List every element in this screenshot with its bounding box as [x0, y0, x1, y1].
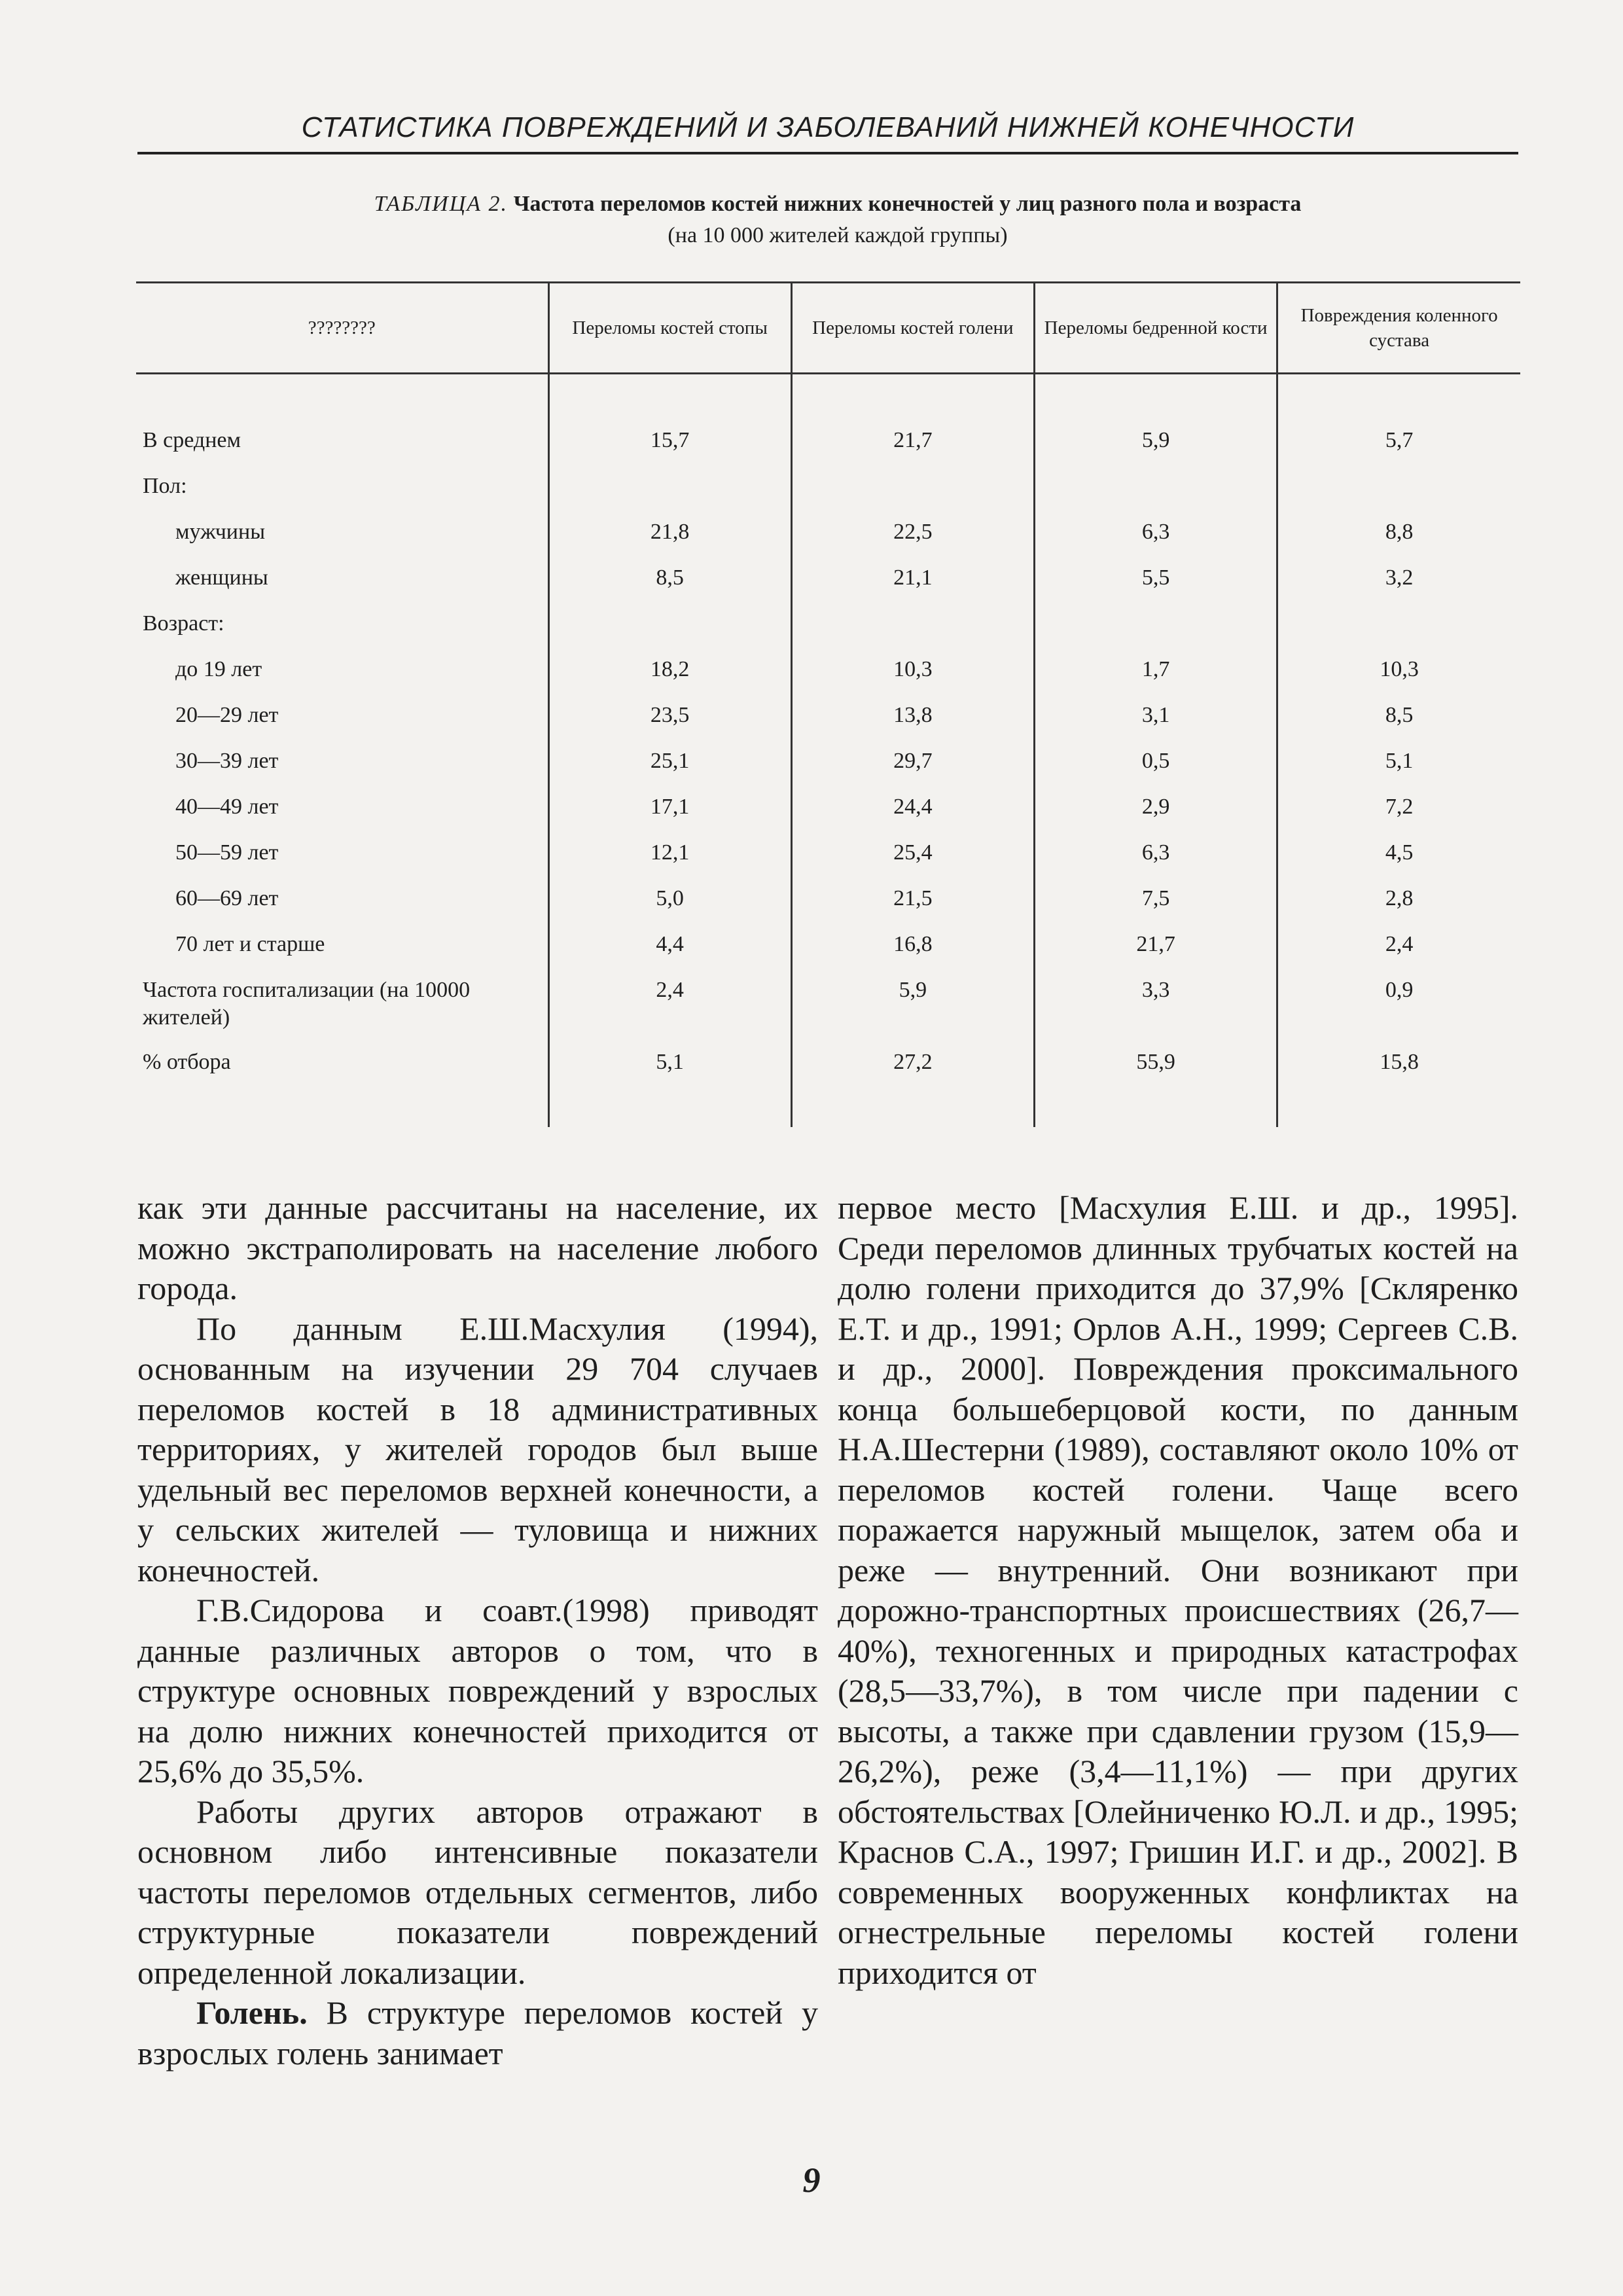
table-cell: 17,1	[548, 793, 791, 839]
table-cell: 3,2	[1277, 564, 1520, 610]
table-header-cell: Повреждения коленного сустава	[1277, 283, 1520, 374]
table-cell: 10,3	[791, 656, 1034, 702]
table-cell: 22,5	[791, 518, 1034, 564]
left-paragraph: Г.В.Сидорова и соавт.(1998) приводят данные различных авторов о том, что в структуре основных повреждений у взрослых на долю нижних конечностей приходится от 25,6% до 35,5%.	[137, 1592, 818, 1789]
left-paragraph: Работы других авторов отражают в основном либо интенсивные показатели частоты переломов отдельных сегментов, либо структурные показатели повреждений определенной локализации.	[137, 1793, 818, 1991]
row-label: % отбора	[143, 1050, 231, 1074]
table-cell: 5,7	[1277, 427, 1520, 473]
table-cell	[548, 610, 791, 656]
row-label: 70 лет и старше	[175, 932, 325, 956]
table-row	[136, 977, 1520, 1049]
table-cell: 2,8	[1277, 885, 1520, 931]
table-cell: 21,1	[791, 564, 1034, 610]
left-paragraph	[137, 1993, 818, 2073]
table-cell: 5,1	[1277, 747, 1520, 793]
table-cell	[1277, 610, 1520, 656]
running-header: СТАТИСТИКА ПОВРЕЖДЕНИЙ И ЗАБОЛЕВАНИЙ НИЖНЕЙ КОНЕЧНОСТИ	[301, 111, 1355, 143]
table-row	[136, 427, 1520, 473]
run-in-heading: Голень.	[196, 1994, 308, 2031]
table-cell	[1035, 473, 1277, 518]
table-row	[136, 564, 1520, 610]
row-label: женщины	[175, 565, 268, 590]
table-header-cell: Переломы бедренной кости	[1035, 283, 1277, 374]
row-label: 60—69 лет	[175, 886, 279, 910]
left-text-column	[137, 1188, 818, 2073]
table-cell: 3,1	[1035, 702, 1277, 747]
row-label: Частота госпитализации (на 10000 жителей)	[143, 978, 471, 1030]
row-label: до 19 лет	[175, 657, 262, 681]
page-number: 9	[802, 2161, 821, 2200]
table-row	[136, 839, 1520, 885]
table-cell	[1035, 610, 1277, 656]
table-cell: 5,9	[791, 977, 1034, 1049]
table-cell: 0,5	[1035, 747, 1277, 793]
table-header-cell: Переломы костей стопы	[548, 283, 791, 374]
table-cell: 27,2	[791, 1049, 1034, 1127]
table-cell	[791, 473, 1034, 518]
table-header-cell: Переломы костей голени	[791, 283, 1034, 374]
table-row	[136, 473, 1520, 518]
table-row	[136, 793, 1520, 839]
table-cell: 21,7	[791, 427, 1034, 473]
left-paragraph: По данным Е.Ш.Масхулия (1994), основанным на изучении 29 704 случаев переломов костей в 18 административных территориях, у жителей городов был выше удельный вес переломов верхней конечности, а у сельских жителей — туловища и нижних конечностей.	[137, 1310, 818, 1588]
table-cell: 21,7	[1035, 931, 1277, 977]
table-cell: 0,9	[1277, 977, 1520, 1049]
table-cell: 7,5	[1035, 885, 1277, 931]
table-caption-label: ТАБЛИЦА 2.	[374, 192, 508, 216]
table-row	[136, 885, 1520, 931]
row-label: Возраст:	[143, 611, 224, 636]
table-row	[136, 747, 1520, 793]
table-cell: 4,4	[548, 931, 791, 977]
table-cell: 6,3	[1035, 518, 1277, 564]
table-cell: 15,7	[548, 427, 791, 473]
table-caption-note: (на 10 000 жителей каждой группы)	[668, 223, 1008, 247]
table-cell: 2,4	[548, 977, 791, 1049]
row-label: 40—49 лет	[175, 795, 279, 819]
row-label: Пол:	[143, 474, 187, 498]
table-body	[136, 374, 1520, 1128]
table-cell: 16,8	[791, 931, 1034, 977]
table-cell: 15,8	[1277, 1049, 1520, 1127]
right-text-column	[838, 1188, 1518, 1993]
table-cell: 55,9	[1035, 1049, 1277, 1127]
table-cell: 2,9	[1035, 793, 1277, 839]
table-cell: 8,8	[1277, 518, 1520, 564]
table-cell: 21,8	[548, 518, 791, 564]
table-cell	[1277, 473, 1520, 518]
table-cell: 21,5	[791, 885, 1034, 931]
table-header-row	[136, 283, 1520, 374]
table-cell	[548, 473, 791, 518]
table-caption-title: Частота переломов костей нижних конечностей у лиц разного пола и возраста	[513, 192, 1302, 216]
fracture-frequency-table	[136, 281, 1520, 1127]
row-label: мужчины	[175, 520, 266, 544]
table-cell: 3,3	[1035, 977, 1277, 1049]
table-cell: 10,3	[1277, 656, 1520, 702]
table-cell: 5,9	[1035, 427, 1277, 473]
fracture-frequency-table-wrap	[136, 281, 1520, 1136]
table-spacer-row	[136, 374, 1520, 427]
table-cell: 24,4	[791, 793, 1034, 839]
table-header-cell: ????????	[136, 283, 548, 374]
table-cell	[791, 610, 1034, 656]
table-cell: 18,2	[548, 656, 791, 702]
table-row	[136, 931, 1520, 977]
row-label: 20—29 лет	[175, 703, 279, 727]
table-cell: 29,7	[791, 747, 1034, 793]
table-cell: 8,5	[548, 564, 791, 610]
table-cell: 5,5	[1035, 564, 1277, 610]
table-cell: 23,5	[548, 702, 791, 747]
table-cell: 1,7	[1035, 656, 1277, 702]
row-label: 30—39 лет	[175, 749, 279, 773]
row-label: В среднем	[143, 428, 241, 452]
table-cell: 2,4	[1277, 931, 1520, 977]
table-row	[136, 1049, 1520, 1127]
table-cell: 5,1	[548, 1049, 791, 1127]
table-row	[136, 610, 1520, 656]
paragraph-text: В структуре переломов костей у взрослых голень занимает	[137, 1994, 818, 2072]
table-cell: 12,1	[548, 839, 791, 885]
header-rule	[137, 152, 1518, 154]
table-cell: 25,1	[548, 747, 791, 793]
right-paragraph: первое место [Масхулия Е.Ш. и др., 1995]. Среди переломов длинных трубчатых костей на долю голени приходится до 37,9% [Скляренко Е.Т. и др., 1991; Орлов А.Н., 1999; Сергеев С.В. и др., 2000]. Повреждения проксимального конца большеберцовой кости, по данным Н.А.Шестерни (1989), составляют около 10% от переломов костей голени. Чаще всего поражается наружный мыщелок, затем оба и реже — внутренний. Они возникают при дорожно-транспортных происшествиях (26,7—40%), техногенных и природных катастрофах (28,5—33,7%), в том числе при падении с высоты, а также при сдавлении грузом (15,9—26,2%), реже (3,4—11,1%) — при других обстоятельствах [Олейниченко Ю.Л. и др., 1995; Краснов С.А., 1997; Гришин И.Г. и др., 2002]. В современных вооруженных конфликтах на огнестрельные переломы костей голени приходится от	[838, 1189, 1518, 1991]
table-cell: 6,3	[1035, 839, 1277, 885]
table-cell: 5,0	[548, 885, 791, 931]
table-row	[136, 518, 1520, 564]
row-label: 50—59 лет	[175, 840, 279, 865]
left-paragraph: как эти данные рассчитаны на население, их можно экстраполировать на население любого города.	[137, 1189, 818, 1306]
table-cell: 13,8	[791, 702, 1034, 747]
table-cell: 4,5	[1277, 839, 1520, 885]
table-caption	[170, 188, 1505, 251]
table-cell: 7,2	[1277, 793, 1520, 839]
table-cell: 8,5	[1277, 702, 1520, 747]
table-cell: 25,4	[791, 839, 1034, 885]
table-row	[136, 656, 1520, 702]
table-row	[136, 702, 1520, 747]
